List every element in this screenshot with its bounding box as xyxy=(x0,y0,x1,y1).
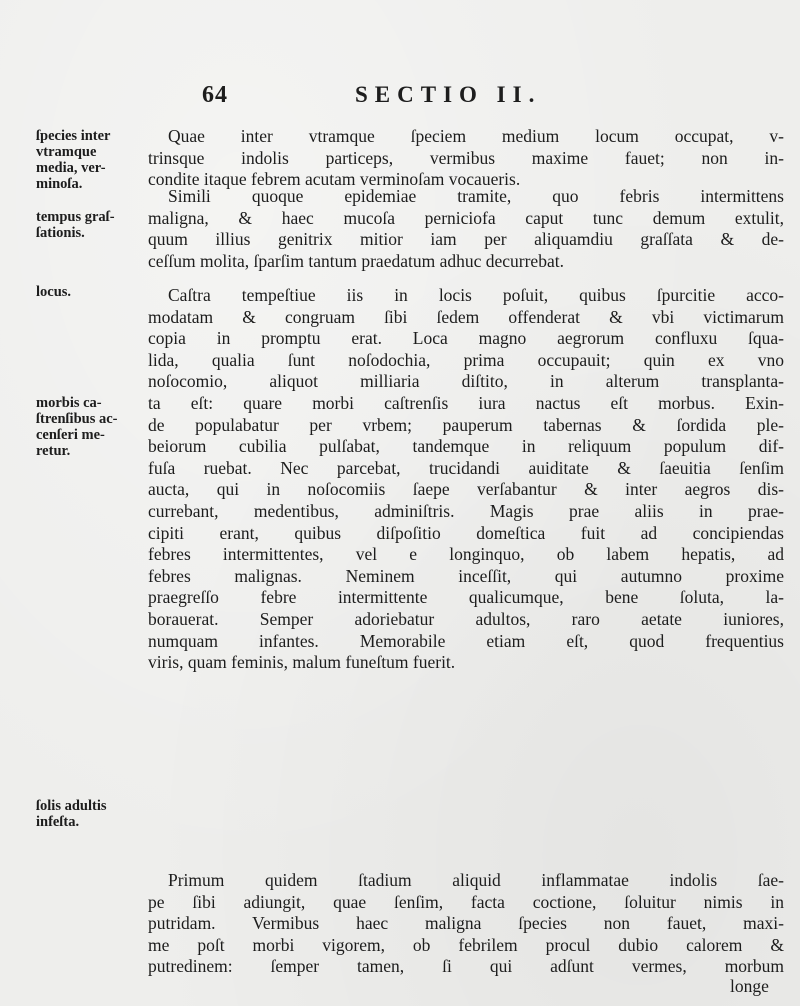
text-line: cipiti erant, quibus diſpoſitio domeſtica fuit ad concipiendas xyxy=(148,522,784,543)
margin-note-locus: locus. xyxy=(36,284,72,300)
text-line: praegreſſo febre intermittente qualicumque, bene ſoluta, la- xyxy=(148,587,784,608)
margin-note-species: ſpecies inter vtramque media, ver- minoſa. xyxy=(36,128,111,192)
text-line: condite itaque febrem acutam verminoſam vocaueris. xyxy=(148,169,521,190)
text-line: lida, qualia ſunt noſodochia, prima occupauit; quin ex vno xyxy=(148,349,784,370)
paragraph-species xyxy=(148,126,784,191)
margin-note-tempus: tempus graſ- ſationis. xyxy=(36,209,115,241)
text-line: putridam. Vermibus haec maligna ſpecies non fauet, maxi- xyxy=(148,913,784,934)
text-line: noſocomio, aliquot milliaria diſtito, in alterum transplanta- xyxy=(148,371,784,392)
running-head: SECTIO II. xyxy=(355,82,542,107)
text-line: febres malignas. Neminem inceſſit, qui autumno proxime xyxy=(148,565,784,586)
text-line: fuſa ruebat. Nec parcebat, trucidandi auiditate & ſaeuitia ſenſim xyxy=(148,457,784,478)
catchword: longe xyxy=(730,976,769,996)
text-line: Primum quidem ſtadium aliquid inflammatae indolis ſae- xyxy=(168,870,784,890)
paragraph-tempus xyxy=(148,186,784,272)
text-line: putredinem: ſemper tamen, ſi qui adſunt vermes, morbum xyxy=(148,956,784,977)
text-line: currebant, medentibus, adminiſtris. Magis prae aliis in prae- xyxy=(148,500,784,521)
text-line: pe ſibi adiungit, quae ſenſim, facta coctione, ſoluitur nimis in xyxy=(148,891,784,912)
text-line: me poſt morbi vigorem, ob febrilem procul dubio calorem & xyxy=(148,934,784,955)
text-line: modatam & congruam ſibi ſedem offenderat & vbi victimarum xyxy=(148,306,784,327)
text-line: ta eſt: quare morbi caſtrenſis iura nactus eſt morbus. Exin- xyxy=(148,392,784,413)
paragraph-locus xyxy=(148,285,784,674)
text-line: Simili quoque epidemiae tramite, quo febris intermittens xyxy=(168,186,784,206)
text-line: Caſtra tempeſtiue iis in locis poſuit, quibus ſpurcitie acco- xyxy=(168,285,784,305)
text-line: trinsque indolis particeps, vermibus maxime fauet; non in- xyxy=(148,147,784,168)
text-line: aucta, qui in noſocomiis ſaepe verſabantur & inter aegros dis- xyxy=(148,479,784,500)
text-line: quum illius genitrix mitior iam per aliquamdiu graſſata & de- xyxy=(148,229,784,250)
page-header xyxy=(0,82,800,116)
page-number: 64 xyxy=(202,82,228,108)
text-line: beiorum cubilia pulſabat, tandemque in reliquum populum dif- xyxy=(148,436,784,457)
text-line: Quae inter vtramque ſpeciem medium locum occupat, v- xyxy=(168,126,784,146)
paragraph-adultis xyxy=(148,870,784,978)
margin-note-adultis: ſolis adultis infeſta. xyxy=(36,798,107,830)
text-line: numquam infantes. Memorabile etiam eſt, quod frequentius xyxy=(148,630,784,651)
text-line: de populabatur per vrbem; pauperum tabernas & ſordida ple- xyxy=(148,414,784,435)
text-line: copia in promptu erat. Loca magno aegrorum confluxu ſqua- xyxy=(148,328,784,349)
text-line: ceſſum molita, ſparſim tantum praedatum adhuc decurrebat. xyxy=(148,250,564,271)
text-line: borauerat. Semper adoriebatur adultos, raro aetate iuniores, xyxy=(148,608,784,629)
text-line: viris, quam feminis, malum funeſtum fuerit. xyxy=(148,652,456,673)
margin-note-morbis: morbis ca- ſtrenſibus ac- cenſeri me- retur. xyxy=(36,395,118,459)
text-line: febres intermittentes, vel e longinquo, ob labem hepatis, ad xyxy=(148,544,784,565)
text-line: maligna, & haec mucoſa perniciofa caput tunc demum extulit, xyxy=(148,207,784,228)
